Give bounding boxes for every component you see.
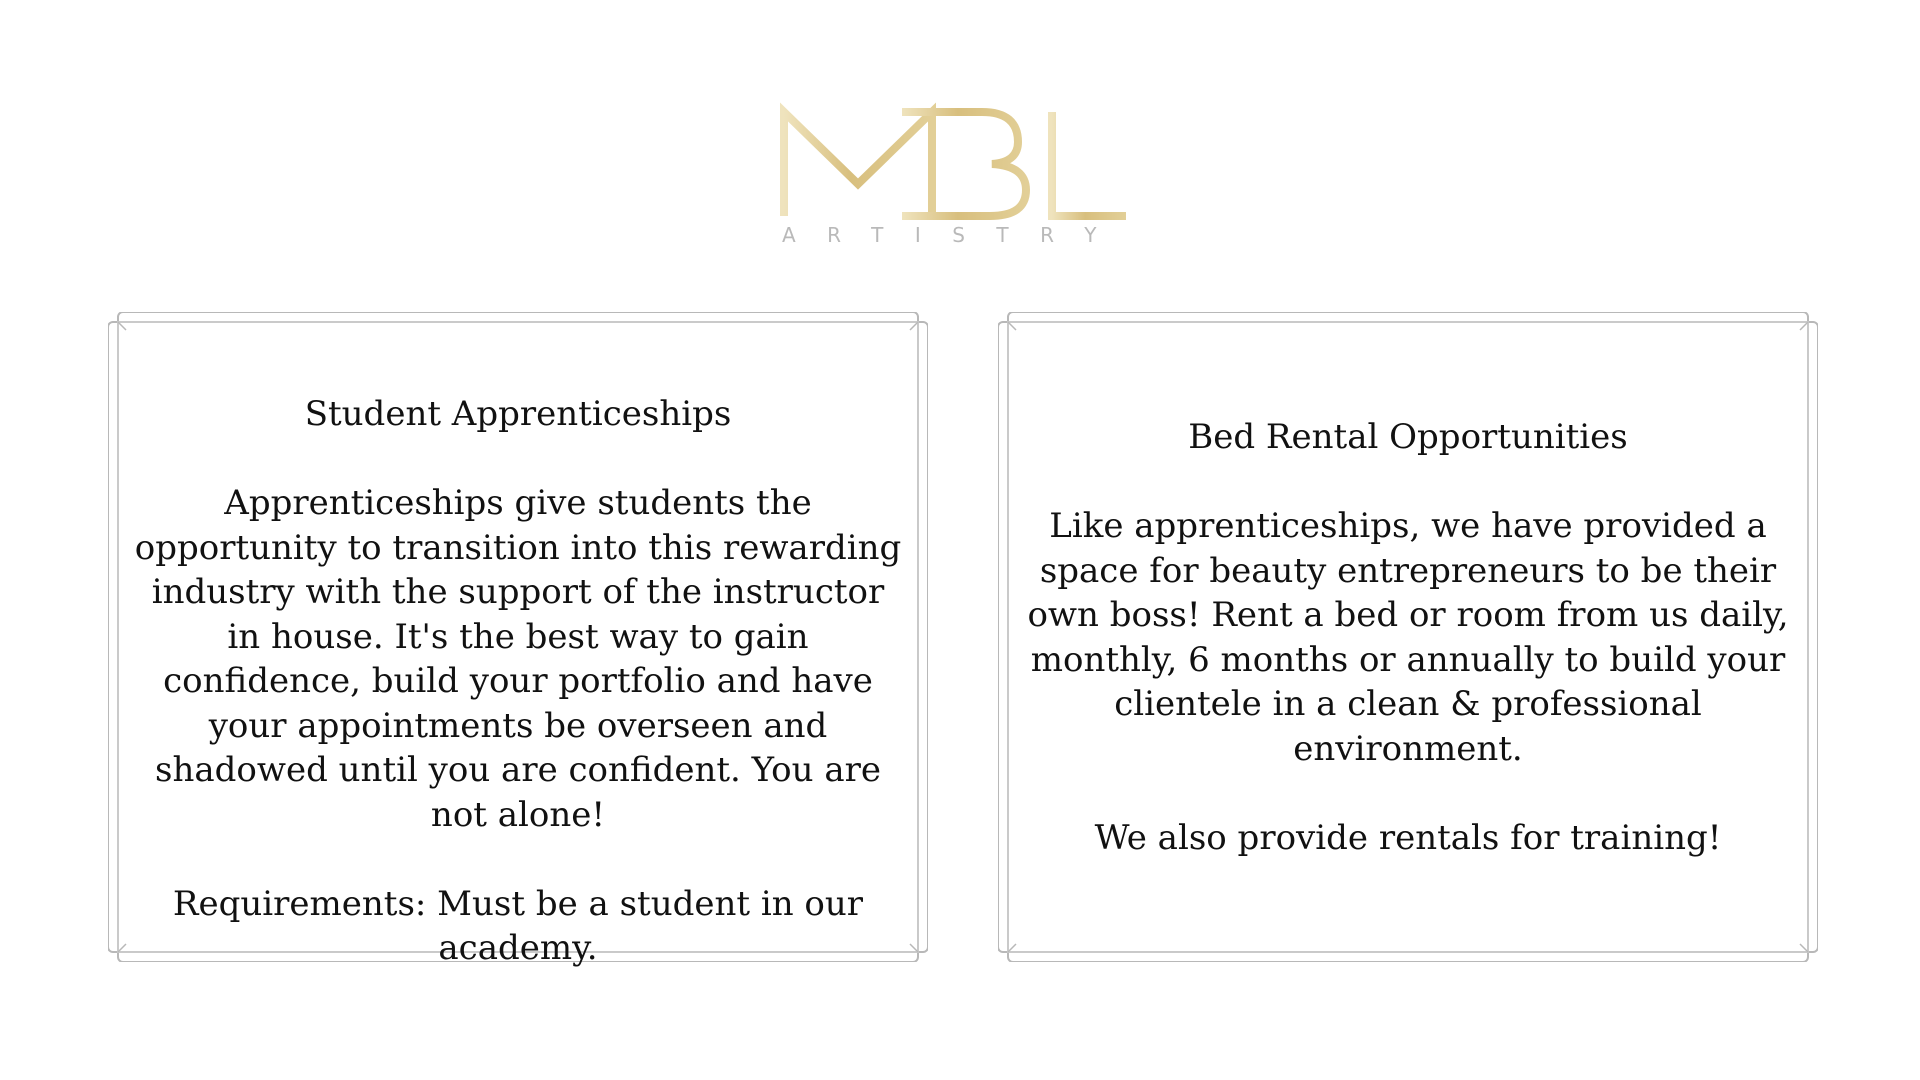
card-body: Like apprenticeships, we have provided a space for beauty entrepreneurs to be their own boss! Rent a bed or room from us daily, monthly, 6 months or annually to build your clientele in a clean & professional environment. — [1027, 506, 1789, 769]
card-note: We also provide rentals for training! — [1094, 817, 1722, 858]
card-body: Apprenticeships give students the opportunity to transition into this rewarding industry with the support of the instructor in house. It's the best way to gain confidence, build your portfolio and have your appointments be overseen and shadowed until you are confident. You are not alone! — [134, 483, 902, 835]
card-title: Student Apprenticeships — [304, 394, 732, 434]
mbl-artistry-logo — [770, 100, 1150, 250]
logo-subtitle: ARTISTRY — [782, 223, 1128, 247]
bed-rental-card — [998, 312, 1818, 962]
student-apprenticeships-card — [108, 312, 928, 968]
card-requirements: Requirements: Must be a student in our academy. — [172, 883, 864, 968]
card-title: Bed Rental Opportunities — [1188, 417, 1628, 457]
